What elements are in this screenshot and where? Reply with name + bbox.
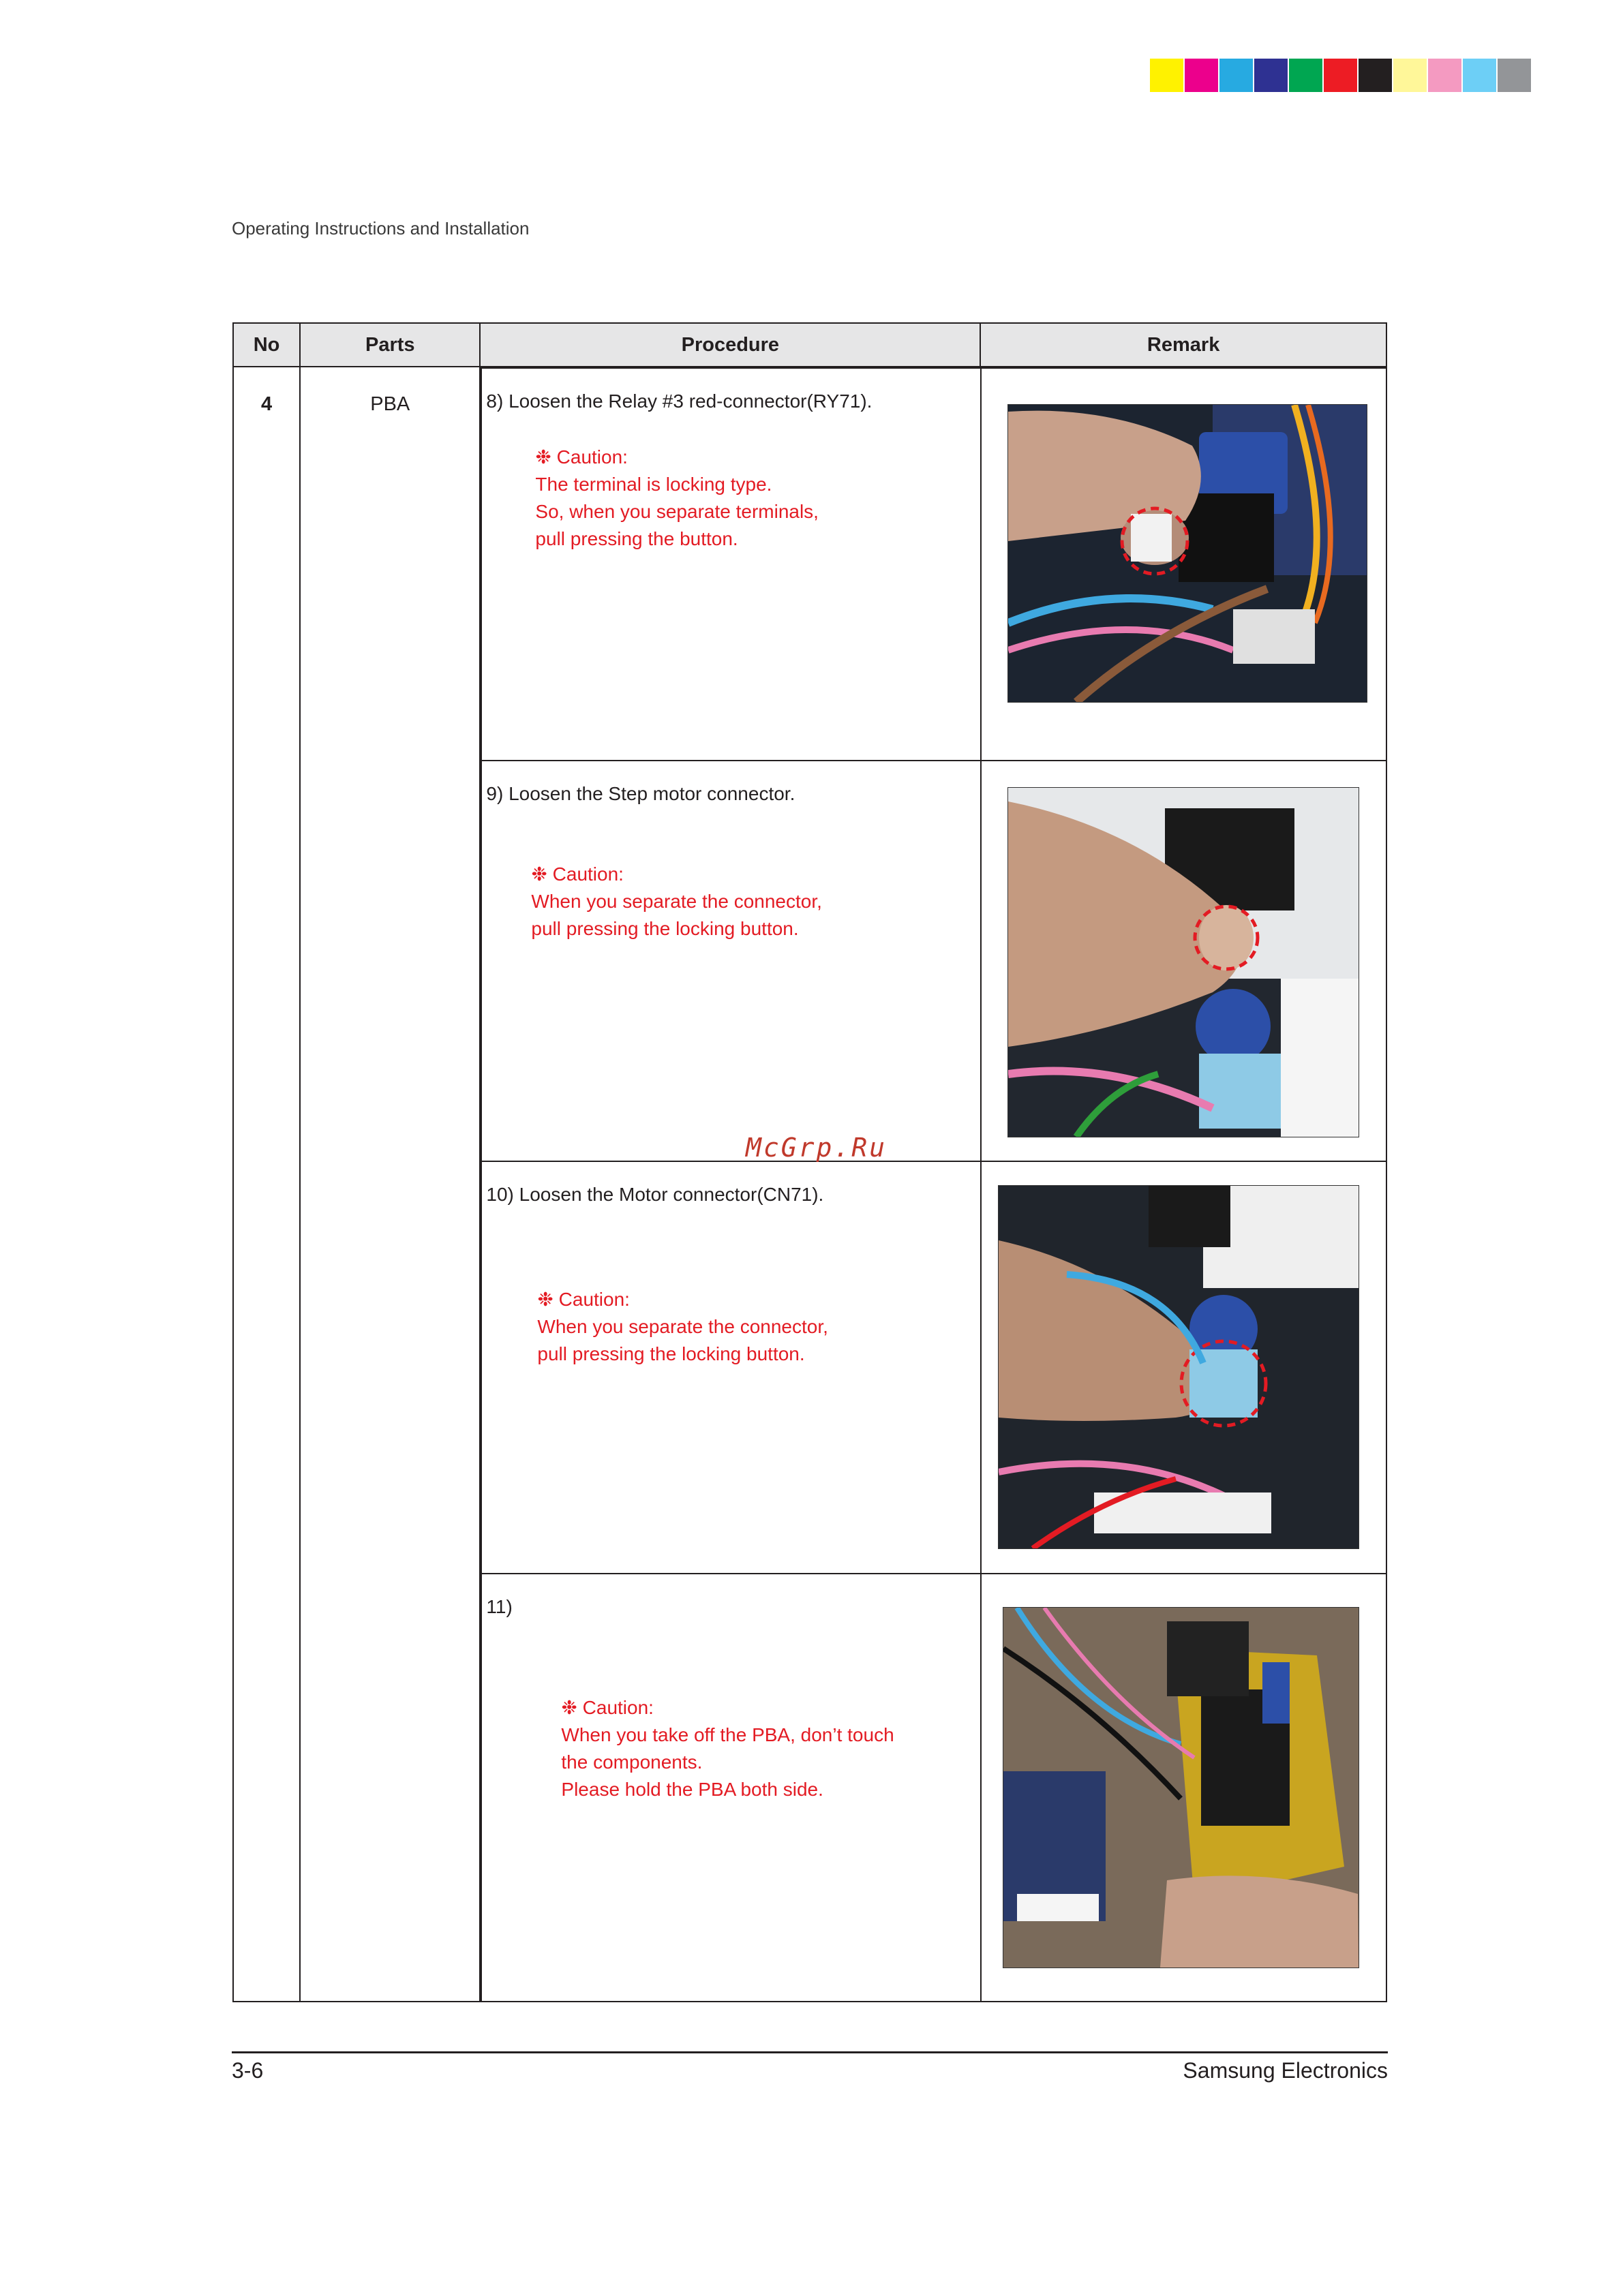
step-8-caution bbox=[535, 444, 819, 553]
caution-line: So, when you separate terminals, bbox=[535, 501, 819, 522]
caution-line: When you separate the connector, bbox=[537, 1316, 828, 1337]
caution-line: pull pressing the locking button. bbox=[537, 1343, 805, 1364]
color-swatch bbox=[1498, 59, 1531, 92]
color-swatch bbox=[1324, 59, 1357, 92]
step-11-remark bbox=[981, 1574, 1386, 2001]
caution-line: Please hold the PBA both side. bbox=[561, 1779, 823, 1800]
footer-rule bbox=[232, 2051, 1388, 2053]
header-remark: Remark bbox=[980, 323, 1386, 367]
step-9-caution bbox=[531, 861, 822, 943]
header-parts: Parts bbox=[300, 323, 480, 367]
caution-line: the components. bbox=[561, 1751, 703, 1773]
caution-line: When you take off the PBA, don’t touch bbox=[561, 1724, 894, 1745]
row-parts: PBA bbox=[300, 367, 480, 2002]
color-calibration-bar bbox=[1150, 59, 1532, 92]
caution-line: pull pressing the locking button. bbox=[531, 918, 799, 939]
color-swatch bbox=[1428, 59, 1461, 92]
caution-title: ❉ Caution: bbox=[537, 1289, 630, 1310]
color-swatch bbox=[1254, 59, 1288, 92]
page-number: 3-6 bbox=[232, 2058, 264, 2083]
step-8-procedure bbox=[481, 368, 981, 761]
watermark: McGrp.Ru bbox=[746, 1133, 888, 1163]
color-swatch bbox=[1463, 59, 1496, 92]
steps-container bbox=[480, 367, 1386, 2002]
step-11-procedure bbox=[481, 1574, 981, 2001]
step-9-procedure bbox=[481, 761, 981, 1161]
step-11-caution bbox=[561, 1694, 894, 1803]
color-swatch bbox=[1150, 59, 1183, 92]
step-10-label: 10) Loosen the Motor connector(CN71). bbox=[486, 1184, 824, 1205]
caution-title: ❉ Caution: bbox=[531, 863, 624, 885]
row-number-value: 4 bbox=[260, 393, 273, 415]
step-10-caution bbox=[537, 1286, 828, 1368]
header-procedure: Procedure bbox=[480, 323, 980, 367]
caution-line: The terminal is locking type. bbox=[535, 474, 772, 495]
step-9-remark bbox=[981, 761, 1386, 1161]
header-no: No bbox=[233, 323, 300, 367]
photo-step-motor-connector bbox=[1007, 787, 1359, 1137]
step-10-procedure bbox=[481, 1161, 981, 1574]
caution-line: pull pressing the button. bbox=[535, 528, 738, 549]
document-header: Operating Instructions and Installation bbox=[232, 218, 530, 239]
color-swatch bbox=[1219, 59, 1253, 92]
color-swatch bbox=[1289, 59, 1322, 92]
color-swatch bbox=[1393, 59, 1427, 92]
step-8-remark bbox=[981, 368, 1386, 761]
caution-title: ❉ Caution: bbox=[561, 1697, 654, 1718]
color-swatch bbox=[1185, 59, 1218, 92]
step-11-label: 11) bbox=[486, 1596, 513, 1617]
row-number bbox=[233, 367, 300, 2002]
photo-motor-connector bbox=[998, 1185, 1359, 1549]
step-9-label: 9) Loosen the Step motor connector. bbox=[486, 783, 795, 804]
color-swatch bbox=[1359, 59, 1392, 92]
caution-title: ❉ Caution: bbox=[535, 446, 628, 468]
step-8-label: 8) Loosen the Relay #3 red-connector(RY71). bbox=[486, 391, 873, 412]
photo-relay-connector bbox=[1007, 404, 1367, 703]
steps-table bbox=[481, 367, 1387, 2001]
photo-pba-removal bbox=[1003, 1607, 1359, 1968]
company-name: Samsung Electronics bbox=[1183, 2058, 1388, 2083]
caution-line: When you separate the connector, bbox=[531, 891, 822, 912]
step-10-remark bbox=[981, 1161, 1386, 1574]
